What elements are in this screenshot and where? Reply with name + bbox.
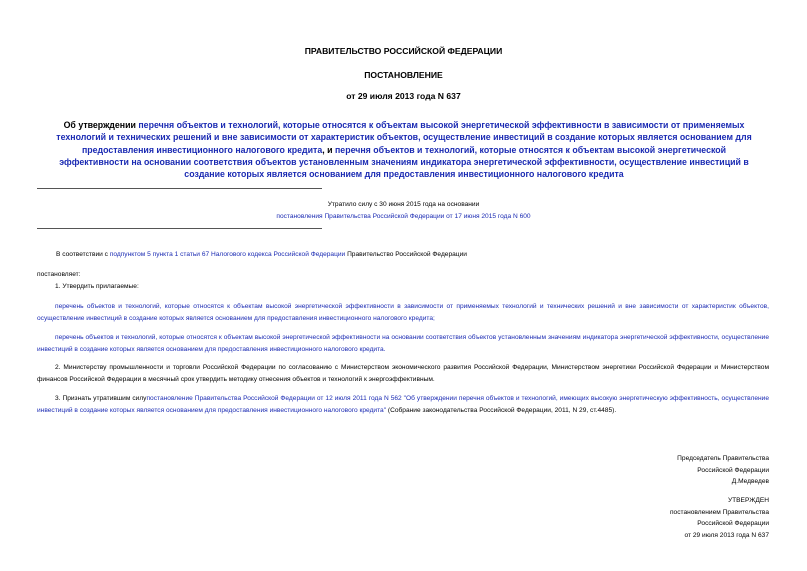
lost-force-note: Утратило силу с 30 июня 2015 года на основании — [327, 201, 480, 208]
signature-block — [519, 453, 769, 488]
signature-title: Председатель Правительства — [677, 455, 769, 462]
item-3-suffix: (Собрание законодательства Российской Федерации, 2011, N 29, ст.4485). — [386, 406, 617, 414]
approved-country: Российской Федерации — [697, 520, 769, 527]
title-middle: , и — [322, 144, 335, 155]
title-link-list1[interactable]: перечня объектов и технологий, которые относятся к объектам высокой энергетической эффективности в зависимости от применяемых технологий и технических решений и вне зависимости от характеристик объектов, осуществление инвестиций в создание которых является основанием для предоставления инвестиционного налогового кредита — [56, 120, 752, 155]
list-item-2-link[interactable]: перечень объектов и технологий, которые относятся к объектам высокой энергетической эффективности на основании соответствия объектов установленным значениям индикатора энергетической эффективности, осуществление инвестиций в создание которых является основанием для предоставления инвестиционного налогового кредита. — [37, 334, 769, 353]
government-heading: ПРАВИТЕЛЬСТВО РОССИЙСКОЙ ФЕДЕРАЦИИ — [304, 46, 503, 56]
item-3-prefix: 3. Признать утратившим силу — [55, 395, 147, 402]
approved-heading: УТВЕРЖДЕН — [727, 497, 769, 504]
divider-top — [37, 188, 322, 189]
document-title — [48, 119, 760, 180]
item-2-text: 2. Министерству промышленности и торговли Российской Федерации по согласованию с Министерством экономического развития Российской Федерации, Министерством энергетики Российской Федерации и Министерством финансов Российской Федерации в месячный срок утвердить методику отнесения объектов и технологий к энергоэффективным. — [37, 364, 769, 383]
tax-code-link[interactable]: подпунктом 5 пункта 1 статьи 67 Налогового кодекса Российской Федерации — [109, 251, 346, 258]
list-item-1 — [37, 301, 769, 324]
basis-suffix: Правительство Российской Федерации — [345, 251, 467, 258]
item-3-paragraph — [37, 393, 769, 416]
lost-force-link-line — [268, 211, 539, 223]
approved-by: постановлением Правительства — [669, 508, 769, 516]
approved-date: от 29 июля 2013 года N 637 — [684, 531, 769, 539]
title-link-list2[interactable]: перечня объектов и технологий, которые относятся к объектам высокой энергетической эффективности на основании соответствия объектов установленным значениям индикатора энергетической эффективности, осуществление инвестиций в создание которых является основанием для предоставления инвестиционного налогового кредита — [59, 144, 749, 180]
document-date-number: от 29 июля 2013 года N 637 — [346, 91, 461, 101]
approved-block — [519, 495, 769, 541]
divider-bottom — [37, 228, 322, 229]
resolves-text: постановляет: — [37, 271, 81, 278]
signature-country: Российской Федерации — [697, 466, 769, 474]
lost-force-link[interactable]: постановления Правительства Российской Федерации от 17 июня 2015 года N 600 — [276, 213, 531, 220]
basis-prefix: В соответствии с — [56, 251, 110, 258]
list-item-1-link[interactable]: перечень объектов и технологий, которые относятся к объектам высокой энергетической эффективности в зависимости от применяемых технологий и технических решений и вне зависимости от характеристик объектов, осуществление инвестиций в создание которых является основанием для предоставления инвестиционного налогового кредита; — [37, 303, 769, 322]
signature-name: Д.Медведев — [731, 478, 769, 485]
basis-paragraph — [56, 249, 776, 261]
list-item-2 — [37, 332, 769, 355]
document-type-heading: ПОСТАНОВЛЕНИЕ — [364, 70, 443, 80]
title-prefix: Об утверждении — [63, 120, 139, 130]
item-1-text: 1. Утвердить прилагаемые: — [55, 283, 139, 290]
repealed-resolution-link[interactable]: постановление Правительства Российской Федерации от 12 июля 2011 года N 562 "Об утверждении перечня объектов и технологий, имеющих высокую энергетическую эффективность, осуществление инвестиций в создание которых является основанием для предоставления инвестиционного налогового кредита" — [37, 395, 769, 414]
